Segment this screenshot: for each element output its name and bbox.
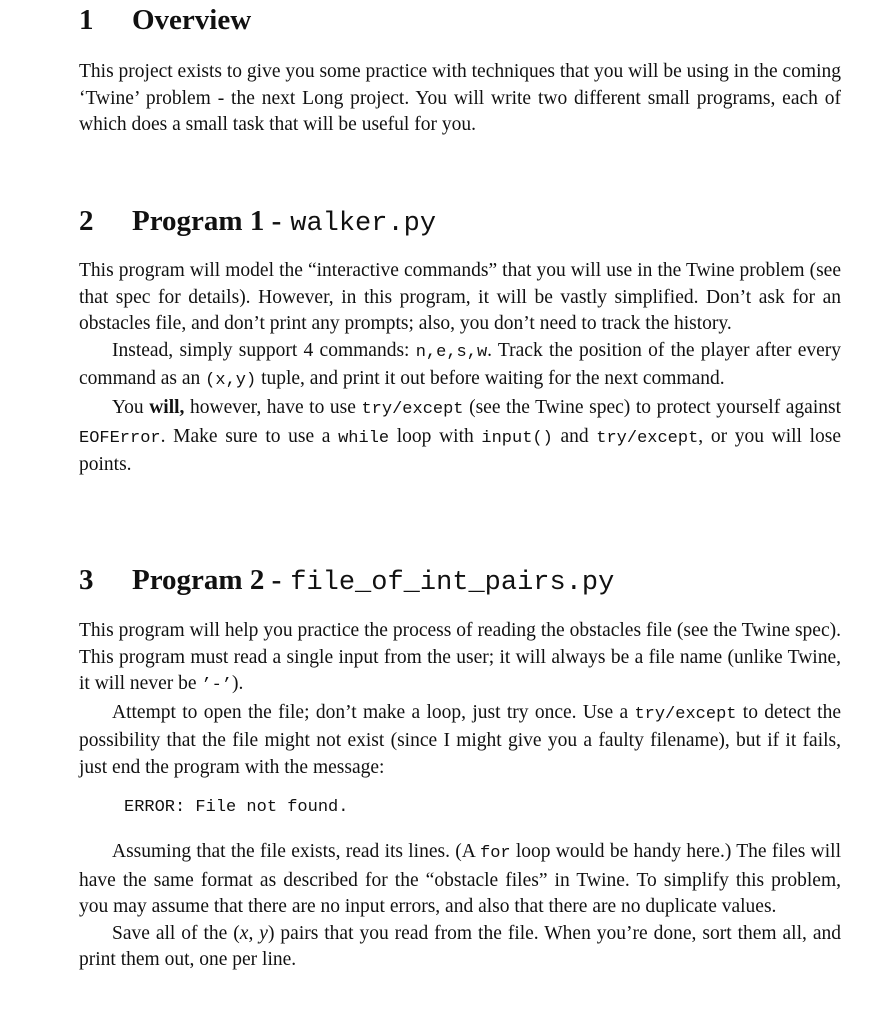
section-3-paragraph-1 (79, 618, 841, 700)
s3p1-text-2: ). (232, 673, 244, 695)
section-2-paragraph-1: This program will model the “interactive commands” that you will use in the Twine problem (see that spec for details). However, in this program, it will be vastly simplified. Don’t ask for an obstacles file, and don’t print any prompts; also, you don’t need to track the history. (79, 260, 841, 335)
section-1-paragraph-1: This project exists to give you some practice with techniques that you will be using in the coming ‘Twine’ problem - the next Long project. You will write two different small programs, each of which does a small task that will be useful for you. (79, 61, 841, 136)
s3p4-math-xy: (x, y) (233, 922, 275, 944)
s2p3-text-3: (see the Twine spec) to protect yourself against (463, 396, 841, 418)
s2p3-text-2: however, have to use (184, 396, 362, 418)
s2p3-code-try-except: try/except (361, 399, 464, 419)
section-2-body (79, 258, 841, 479)
section-2-heading (79, 203, 436, 242)
section-overview (79, 2, 841, 38)
section-3-heading (79, 562, 614, 601)
section-3-filename: file_of_int_pairs.py (290, 568, 615, 598)
section-1-heading (79, 2, 841, 38)
section-2-filename: walker.py (290, 209, 437, 239)
section-3-paragraph-3 (79, 839, 841, 921)
s2p3-text-6: and (552, 425, 597, 447)
s3p3-code-for: for (480, 844, 511, 863)
s2p2-code-commands: n,e,s,w (415, 342, 488, 362)
section-2-number: 2 (79, 205, 94, 237)
section-3-number: 3 (79, 564, 94, 596)
s3p2-text-1: Attempt to open the file; don’t make a loop, just try once. Use a (112, 701, 635, 723)
section-2-paragraph-2 (79, 338, 841, 395)
s2p2-text-3: tuple, and print it out before waiting for the next command. (256, 368, 725, 390)
s2p3-text-1: You (112, 396, 150, 418)
section-1-number: 1 (79, 4, 94, 36)
s3p2-code-try-except: try/except (634, 704, 737, 724)
s3p2-text-2: to detect the possibility that the file might not exist (since I might give you a faulty filename), but if it fails, just end the program with the message: (79, 701, 841, 778)
s2p3-bold-will: will, (149, 396, 185, 418)
section-3-paragraph-4 (79, 921, 841, 974)
section-3-title: Program 2 - (132, 564, 282, 596)
error-message-code-block: ERROR: File not found. (124, 798, 349, 817)
s2p2-code-tuple: (x,y) (205, 371, 257, 391)
s2p3-code-while: while (338, 428, 390, 448)
s3p1-text-1: This program will help you practice the process of reading the obstacles file (see the Twine spec). This program must read a single input from the user; it will always be a file name (unlike Twine, it will never be (79, 620, 841, 695)
s2p2-text-2: . Track the position of the player after every command as an (79, 339, 841, 390)
s2p3-text-7: , or you will lose points. (79, 425, 841, 476)
section-3-body-continued (79, 839, 841, 974)
s3p3-text-2: loop would be handy here.) The files will have the same format as described for the “obstacle files” in Twine. To simplify this problem, you may assume that there are no input errors, and also that there are no duplicate values. (79, 841, 841, 918)
section-2-paragraph-3 (79, 395, 841, 479)
s3p3-text-1: Assuming that the file exists, read its lines. (A (112, 841, 480, 862)
s3p1-code-dash: ’-’ (201, 676, 232, 696)
s2p3-code-eoferror: EOFError (79, 428, 161, 448)
s2p3-code-try-except-2: try/except (596, 428, 699, 448)
s3p4-text-2: pairs that you read from the file. When you’re done, sort them all, and print them out, one per line. (79, 922, 842, 971)
section-1-title: Overview (132, 4, 252, 36)
section-3-body (79, 618, 841, 782)
section-3-paragraph-2 (79, 700, 841, 782)
s2p3-text-5: loop with (389, 425, 482, 447)
section-2-title: Program 1 - (132, 205, 282, 237)
s3p4-text-1: Save all of the (112, 922, 234, 944)
s2p3-code-input: input() (481, 428, 553, 448)
s2p2-text-1: Instead, simply support 4 commands: (112, 339, 416, 361)
s2p3-text-4: . Make sure to use a (160, 425, 339, 447)
